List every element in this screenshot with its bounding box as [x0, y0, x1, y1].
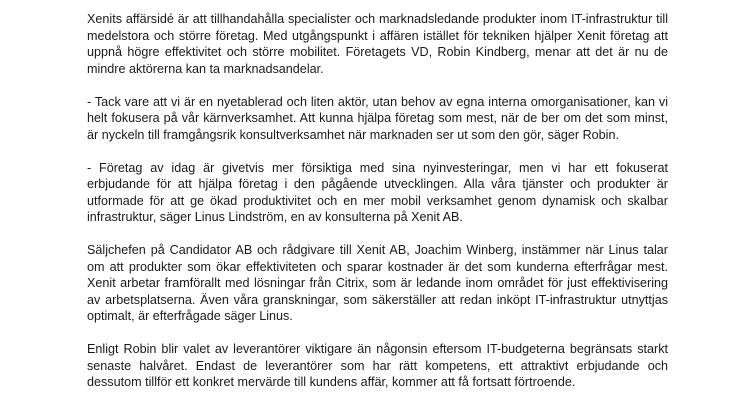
body-text	[87, 11, 668, 407]
paragraph-linus-quote: - Företag av idag är givetvis mer försiktiga med sina nyinvesteringar, men vi har ett fokuserat erbjudande för att hjälpa företag i den pågående utvecklingen. Alla våra tjänster och produkter är utformade för att ge ökad produktivitet och en mer mobil verksamhet genom dynamisk och skalbar infrastruktur, säger Linus Lindström, en av konsulterna på Xenit AB.	[87, 160, 668, 224]
paragraph-joachim-statement: Säljchefen på Candidator AB och rådgivare till Xenit AB, Joachim Winberg, instämmer när Linus talar om att produkter som ökar effektiviteten och sparar kostnader är det som kunderna efterfrågar mest. Xenit arbetar framförallt med lösningar från Citrix, som är ledande inom området för just effektivisering av arbetsplatserna. Även våra granskningar, som säkerställer att redan inköpt IT-infrastruktur utnyttjas optimalt, är efterfrågade säger Linus.	[87, 243, 668, 323]
paragraph-company-intro: Xenits affärsidé är att tillhandahålla specialister och marknadsledande produkter inom IT-infrastruktur till medelstora och större företag. Med utgångspunkt i affären istället för tekniken hjälper Xenit företag att uppnå högre effektivitet och större mobilitet. Företagets VD, Robin Kindberg, menar att det är nu de mindre aktörerna kan ta marknadsandelar.	[87, 12, 668, 76]
paragraph-supplier-choice: Enligt Robin blir valet av leverantörer viktigare än någonsin eftersom IT-budgeterna begränsats starkt senaste halvåret. Endast de leverantörer som har rätt kompetens, ett attraktivt erbjudande och dessutom tillför ett konkret mervärde till kundens affär, kommer att få fortsatt förtroende.	[87, 342, 668, 389]
paragraph-robin-quote: - Tack vare att vi är en nyetablerad och liten aktör, utan behov av egna interna omorganisationer, kan vi helt fokusera på vår kärnverksamhet. Att kunna hjälpa företag som mest, när de ber om det som minst, är nyckeln till framgångsrik konsultverksamhet när marknaden ser ut som den gör, säger Robin.	[87, 94, 668, 142]
